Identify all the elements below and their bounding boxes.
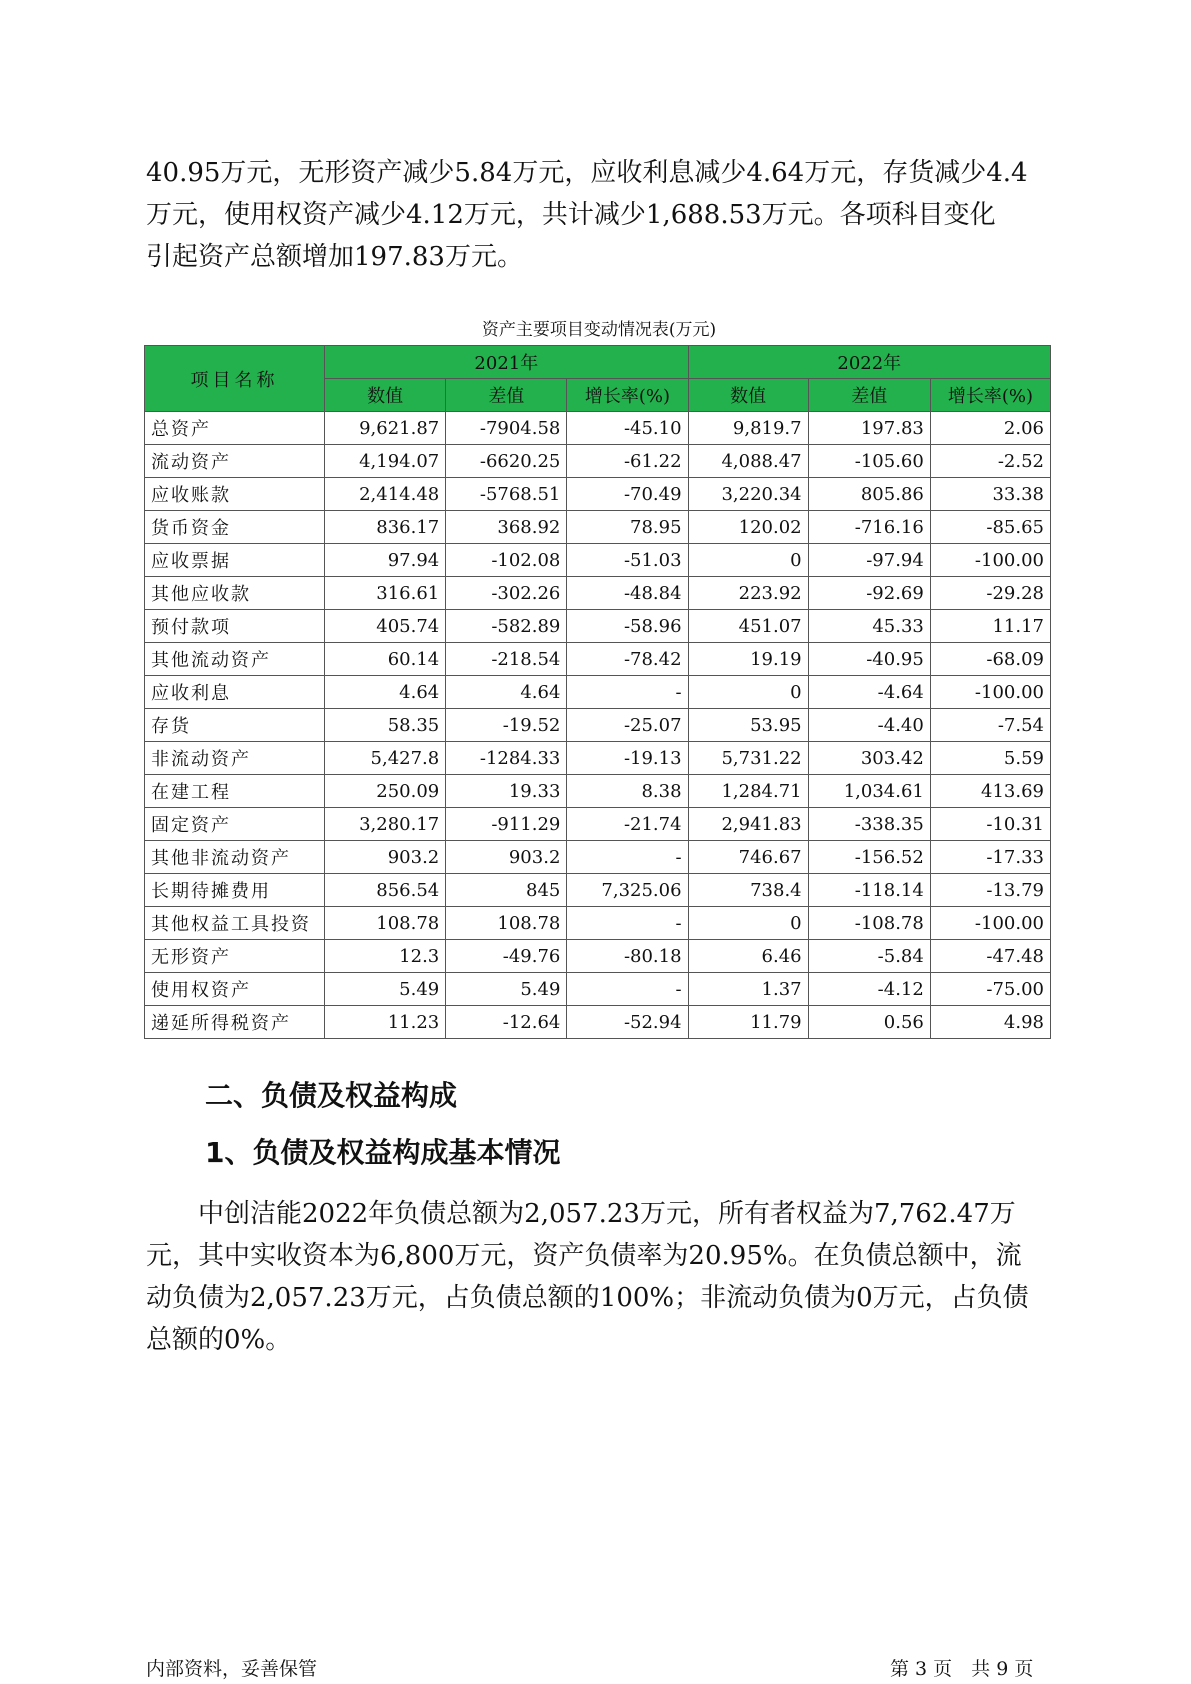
growth-2021-cell: -45.10 [567, 412, 688, 445]
value-2021-cell: 58.35 [325, 709, 446, 742]
growth-2021-cell: -51.03 [567, 544, 688, 577]
intro-line: 引起资产总额增加197.83万元。 [146, 242, 523, 272]
value-2022-cell: 1.37 [688, 973, 808, 1006]
value-2021-cell: 9,621.87 [325, 412, 446, 445]
growth-2021-cell: 7,325.06 [567, 874, 688, 907]
diff-2022-cell: -716.16 [808, 511, 930, 544]
table-row [145, 544, 1051, 577]
diff-2022-cell: -105.60 [808, 445, 930, 478]
growth-rate-header: 增长率(%) [567, 379, 688, 412]
growth-2021-cell: - [567, 676, 688, 709]
growth-2022-cell: -75.00 [930, 973, 1050, 1006]
diff-2021-cell: -12.64 [446, 1006, 567, 1039]
value-2021-cell: 97.94 [325, 544, 446, 577]
value-2021-cell: 60.14 [325, 643, 446, 676]
growth-2022-cell: -17.33 [930, 841, 1050, 874]
table-row [145, 643, 1051, 676]
growth-rate-header: 增长率(%) [930, 379, 1050, 412]
footer-confidential-note: 内部资料，妥善保管 [146, 1658, 318, 1680]
diff-2021-cell: -1284.33 [446, 742, 567, 775]
item-name-cell: 其他应收款 [145, 577, 325, 610]
diff-2021-cell: -582.89 [446, 610, 567, 643]
liability-line: 总额的0%。 [146, 1325, 292, 1355]
table-row [145, 973, 1051, 1006]
growth-2022-cell: -2.52 [930, 445, 1050, 478]
item-name-cell: 无形资产 [145, 940, 325, 973]
value-2022-cell: 223.92 [688, 577, 808, 610]
diff-2022-cell: -4.40 [808, 709, 930, 742]
growth-2021-cell: -52.94 [567, 1006, 688, 1039]
item-name-cell: 其他权益工具投资 [145, 907, 325, 940]
item-name-cell: 其他非流动资产 [145, 841, 325, 874]
table-row [145, 412, 1051, 445]
value-2021-cell: 2,414.48 [325, 478, 446, 511]
growth-2022-cell: 413.69 [930, 775, 1050, 808]
asset-change-table [144, 345, 1051, 1039]
growth-2022-cell: -100.00 [930, 676, 1050, 709]
item-name-cell: 货币资金 [145, 511, 325, 544]
diff-2022-cell: -4.64 [808, 676, 930, 709]
diff-2021-cell: 368.92 [446, 511, 567, 544]
table-caption: 资产主要项目变动情况表(万元) [481, 320, 717, 340]
value-2022-cell: 0 [688, 544, 808, 577]
diff-2022-cell: -118.14 [808, 874, 930, 907]
value-2022-cell: 53.95 [688, 709, 808, 742]
item-name-cell: 流动资产 [145, 445, 325, 478]
growth-2021-cell: -25.07 [567, 709, 688, 742]
item-name-cell: 应收利息 [145, 676, 325, 709]
diff-2022-cell: -4.12 [808, 973, 930, 1006]
item-name-cell: 应收账款 [145, 478, 325, 511]
diff-2022-cell: 1,034.61 [808, 775, 930, 808]
value-2022-cell: 3,220.34 [688, 478, 808, 511]
intro-paragraph [146, 152, 1052, 278]
diff-2022-cell: 197.83 [808, 412, 930, 445]
growth-2022-cell: -85.65 [930, 511, 1050, 544]
diff-2022-cell: 805.86 [808, 478, 930, 511]
diff-2021-cell: -302.26 [446, 577, 567, 610]
value-2021-cell: 5,427.8 [325, 742, 446, 775]
value-2022-cell: 9,819.7 [688, 412, 808, 445]
value-2022-cell: 746.67 [688, 841, 808, 874]
table-row [145, 709, 1051, 742]
table-body [145, 412, 1051, 1039]
table-row [145, 445, 1051, 478]
value-2022-cell: 2,941.83 [688, 808, 808, 841]
growth-2022-cell: 2.06 [930, 412, 1050, 445]
value-2021-cell: 5.49 [325, 973, 446, 1006]
table-row [145, 808, 1051, 841]
value-2022-cell: 4,088.47 [688, 445, 808, 478]
growth-2022-cell: 5.59 [930, 742, 1050, 775]
diff-2022-cell: 45.33 [808, 610, 930, 643]
diff-2021-cell: 4.64 [446, 676, 567, 709]
value-2021-cell: 903.2 [325, 841, 446, 874]
item-name-cell: 递延所得税资产 [145, 1006, 325, 1039]
diff-2022-cell: -40.95 [808, 643, 930, 676]
value-2022-cell: 451.07 [688, 610, 808, 643]
diff-2022-cell: 303.42 [808, 742, 930, 775]
diff-2022-cell: -338.35 [808, 808, 930, 841]
intro-line: 40.95万元，无形资产减少5.84万元，应收利息减少4.64万元，存货减少4.4 [146, 158, 1028, 188]
footer-page-number: 第 3 页 共 9 页 [890, 1658, 1034, 1680]
liability-line: 中创洁能2022年负债总额为2,057.23万元，所有者权益为7,762.47万 [146, 1199, 1016, 1229]
table-row [145, 907, 1051, 940]
growth-2021-cell: -78.42 [567, 643, 688, 676]
growth-2021-cell: - [567, 973, 688, 1006]
growth-2022-cell: 4.98 [930, 1006, 1050, 1039]
table-row [145, 841, 1051, 874]
growth-2022-cell: -100.00 [930, 907, 1050, 940]
year-2021-header: 2021年 [325, 346, 688, 379]
diff-2022-cell: -156.52 [808, 841, 930, 874]
item-name-cell: 非流动资产 [145, 742, 325, 775]
diff-2022-cell: -108.78 [808, 907, 930, 940]
section-subheading: 1、负债及权益构成基本情况 [205, 1136, 561, 1169]
item-name-header: 项目名称 [145, 346, 325, 412]
item-name-cell: 总资产 [145, 412, 325, 445]
diff-2021-cell: 108.78 [446, 907, 567, 940]
value-header: 数值 [688, 379, 808, 412]
growth-2021-cell: - [567, 907, 688, 940]
table-row [145, 478, 1051, 511]
diff-2022-cell: -5.84 [808, 940, 930, 973]
table-row [145, 940, 1051, 973]
growth-2022-cell: -68.09 [930, 643, 1050, 676]
table-row [145, 874, 1051, 907]
diff-2021-cell: -102.08 [446, 544, 567, 577]
value-2022-cell: 0 [688, 676, 808, 709]
diff-2021-cell: -218.54 [446, 643, 567, 676]
growth-2022-cell: -29.28 [930, 577, 1050, 610]
growth-2022-cell: -7.54 [930, 709, 1050, 742]
diff-2021-cell: 845 [446, 874, 567, 907]
value-2022-cell: 0 [688, 907, 808, 940]
value-2022-cell: 5,731.22 [688, 742, 808, 775]
growth-2021-cell: - [567, 841, 688, 874]
value-2021-cell: 12.3 [325, 940, 446, 973]
growth-2022-cell: -13.79 [930, 874, 1050, 907]
item-name-cell: 使用权资产 [145, 973, 325, 1006]
value-2022-cell: 1,284.71 [688, 775, 808, 808]
value-2021-cell: 4,194.07 [325, 445, 446, 478]
growth-2022-cell: 11.17 [930, 610, 1050, 643]
diff-2021-cell: 19.33 [446, 775, 567, 808]
diff-2021-cell: -49.76 [446, 940, 567, 973]
diff-2022-cell: -92.69 [808, 577, 930, 610]
growth-2022-cell: 33.38 [930, 478, 1050, 511]
value-2022-cell: 11.79 [688, 1006, 808, 1039]
liability-line: 元，其中实收资本为6,800万元，资产负债率为20.95%。在负债总额中，流 [146, 1241, 1022, 1271]
item-name-cell: 预付款项 [145, 610, 325, 643]
value-2021-cell: 11.23 [325, 1006, 446, 1039]
value-2021-cell: 3,280.17 [325, 808, 446, 841]
growth-2021-cell: -61.22 [567, 445, 688, 478]
diff-2021-cell: -7904.58 [446, 412, 567, 445]
growth-2021-cell: -70.49 [567, 478, 688, 511]
item-name-cell: 在建工程 [145, 775, 325, 808]
value-2022-cell: 19.19 [688, 643, 808, 676]
difference-header: 差值 [446, 379, 567, 412]
growth-2022-cell: -10.31 [930, 808, 1050, 841]
value-2021-cell: 856.54 [325, 874, 446, 907]
value-2021-cell: 836.17 [325, 511, 446, 544]
liability-line: 动负债为2,057.23万元，占负债总额的100%；非流动负债为0万元，占负债 [146, 1283, 1029, 1313]
table-row [145, 1006, 1051, 1039]
difference-header: 差值 [808, 379, 930, 412]
table-row [145, 775, 1051, 808]
item-name-cell: 长期待摊费用 [145, 874, 325, 907]
item-name-cell: 存货 [145, 709, 325, 742]
value-2021-cell: 405.74 [325, 610, 446, 643]
growth-2021-cell: -58.96 [567, 610, 688, 643]
value-2022-cell: 120.02 [688, 511, 808, 544]
growth-2021-cell: -80.18 [567, 940, 688, 973]
diff-2021-cell: -911.29 [446, 808, 567, 841]
table-row [145, 610, 1051, 643]
growth-2021-cell: -21.74 [567, 808, 688, 841]
table-row [145, 511, 1051, 544]
value-2022-cell: 738.4 [688, 874, 808, 907]
growth-2021-cell: -48.84 [567, 577, 688, 610]
value-header: 数值 [325, 379, 446, 412]
section-heading: 二、负债及权益构成 [205, 1079, 458, 1112]
value-2021-cell: 4.64 [325, 676, 446, 709]
table-row [145, 577, 1051, 610]
diff-2022-cell: 0.56 [808, 1006, 930, 1039]
table-row [145, 676, 1051, 709]
value-2021-cell: 108.78 [325, 907, 446, 940]
growth-2021-cell: 8.38 [567, 775, 688, 808]
value-2021-cell: 250.09 [325, 775, 446, 808]
item-name-cell: 固定资产 [145, 808, 325, 841]
liability-paragraph [146, 1193, 1052, 1361]
diff-2021-cell: 5.49 [446, 973, 567, 1006]
year-2022-header: 2022年 [688, 346, 1050, 379]
growth-2022-cell: -47.48 [930, 940, 1050, 973]
growth-2022-cell: -100.00 [930, 544, 1050, 577]
diff-2022-cell: -97.94 [808, 544, 930, 577]
diff-2021-cell: -19.52 [446, 709, 567, 742]
growth-2021-cell: -19.13 [567, 742, 688, 775]
value-2022-cell: 6.46 [688, 940, 808, 973]
growth-2021-cell: 78.95 [567, 511, 688, 544]
diff-2021-cell: 903.2 [446, 841, 567, 874]
table-row [145, 742, 1051, 775]
diff-2021-cell: -5768.51 [446, 478, 567, 511]
item-name-cell: 应收票据 [145, 544, 325, 577]
diff-2021-cell: -6620.25 [446, 445, 567, 478]
value-2021-cell: 316.61 [325, 577, 446, 610]
intro-line: 万元，使用权资产减少4.12万元，共计减少1,688.53万元。各项科目变化 [146, 200, 996, 230]
item-name-cell: 其他流动资产 [145, 643, 325, 676]
